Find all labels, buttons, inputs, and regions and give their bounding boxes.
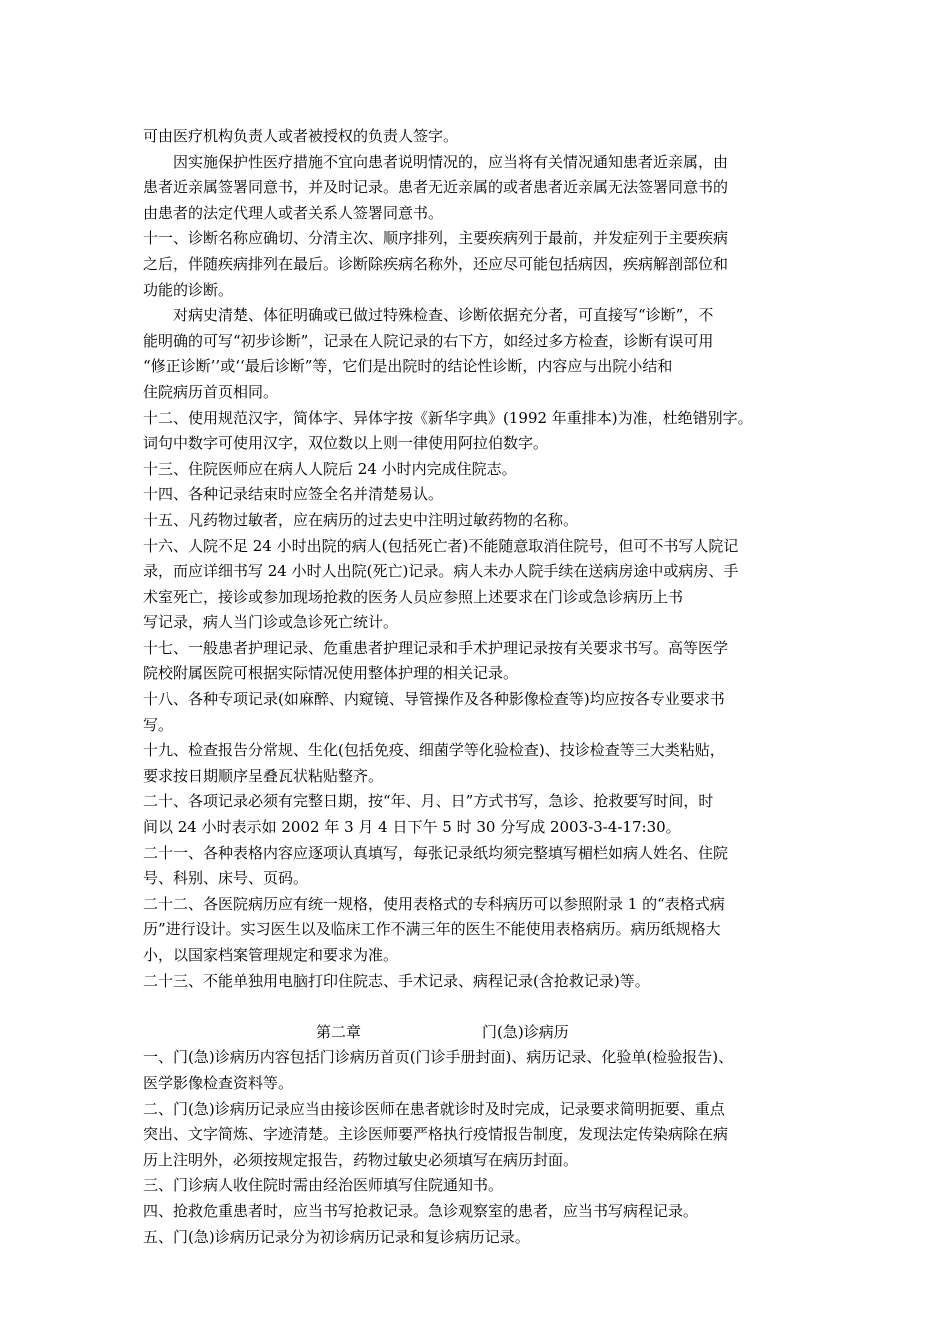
text-line: 写记录，病人当门诊或急诊死亡统计。 bbox=[143, 613, 399, 632]
text-line: 可由医疗机构负责人或者被授权的负责人签字。 bbox=[143, 127, 459, 145]
paragraph bbox=[143, 534, 823, 636]
text-line: 住院病历首页相同。 bbox=[143, 382, 279, 401]
text-line: 术室死亡，接诊或参加现场抢救的医务人员应参照上述要求在门诊或急诊病历上书 bbox=[143, 587, 684, 606]
chapter-number: 第二章 bbox=[316, 1022, 362, 1041]
paragraph bbox=[143, 150, 823, 227]
text-line: 十三、住院医师应在病人人院后 24 小时内完成住院志。 bbox=[143, 459, 517, 478]
text-line: 对病史清楚、体征明确或已做过特殊检查、诊断依据充分者，可直接写“诊断”，不 bbox=[173, 306, 714, 325]
paragraph bbox=[143, 841, 823, 892]
text-line: 功能的诊断。 bbox=[143, 280, 234, 299]
text-line: 医学影像检查资料等。 bbox=[143, 1073, 294, 1092]
text-line: 四、抢救危重患者时，应当书写抢救记录。急诊观察室的患者，应当书写病程记录。 bbox=[143, 1201, 699, 1220]
text-line: 二、门(急)诊病历记录应当由接诊医师在患者就诊时及时完成，记录要求简明扼要、重点 bbox=[143, 1099, 725, 1118]
text-line: “修正诊断’’或‘‘最后诊断”等，它们是出院时的结论性诊断，内容应与出院小结和 bbox=[143, 357, 673, 376]
text-line: 历”进行设计。实习医生以及临床工作不满三年的医生不能使用表格病历。病历纸规格大 bbox=[143, 920, 721, 939]
document-page bbox=[143, 124, 823, 1250]
text-line: 十四、各种记录结束时应签全名并清楚易认。 bbox=[143, 485, 444, 504]
text-line: 能明确的可写“初步诊断”，记录在人院记录的右下方，如经过多方检查，诊断有误可用 bbox=[143, 331, 714, 350]
paragraph bbox=[143, 482, 823, 508]
text-line: 十九、检查报告分常规、生化(包括免疫、细菌学等化验检查)、技诊检查等三大类粘贴， bbox=[143, 741, 725, 760]
text-line: 之后，伴随疾病排列在最后。诊断除疾病名称外，还应尽可能包括病因，疾病解剖部位和 bbox=[143, 254, 729, 273]
paragraph bbox=[143, 687, 823, 738]
text-line: 五、门(急)诊病历记录分为初诊病历记录和复诊病历记录。 bbox=[143, 1227, 530, 1246]
blank-line bbox=[143, 994, 823, 1020]
paragraph bbox=[143, 226, 823, 303]
paragraph bbox=[143, 457, 823, 483]
text-line: 历上注明外，必须按规定报告，药物过敏史必须填写在病历封面。 bbox=[143, 1150, 579, 1169]
text-line: 二十、各项记录必须有完整日期，按“年、月、日”方式书写，急诊、抢救要写时间，时 bbox=[143, 792, 714, 811]
text-line: 由患者的法定代理人或者关系人签署同意书。 bbox=[143, 203, 444, 222]
paragraph bbox=[143, 789, 823, 840]
paragraph bbox=[143, 1097, 823, 1174]
text-line: 突出、文字简炼、字迹清楚。主诊医师要严格执行疫情报告制度，发现法定传染病除在病 bbox=[143, 1125, 729, 1144]
paragraph bbox=[143, 892, 823, 969]
paragraph bbox=[143, 303, 823, 405]
text-line: 十五、凡药物过敏者，应在病历的过去史中注明过敏药物的名称。 bbox=[143, 510, 579, 529]
text-line: 词句中数字可使用汉字，双位数以上则一律使用阿拉伯数字。 bbox=[143, 434, 549, 453]
text-line: 十六、人院不足 24 小时出院的病人(包括死亡者)不能随意取消住院号，但可不书写人院记 bbox=[143, 536, 739, 555]
text-line: 要求按日期顺序呈叠瓦状粘贴整齐。 bbox=[143, 766, 384, 785]
text-line: 因实施保护性医疗措施不宜向患者说明情况的，应当将有关情况通知患者近亲属，由 bbox=[173, 152, 729, 171]
paragraph bbox=[143, 508, 823, 534]
paragraph bbox=[143, 738, 823, 789]
text-line: 小，以国家档案管理规定和要求为准。 bbox=[143, 946, 399, 964]
text-line: 间以 24 小时表示如 2002 年 3 月 4 日下午 5 时 30 分写成 2003-3-4-17:30。 bbox=[143, 818, 681, 837]
paragraph bbox=[143, 1045, 823, 1096]
chapter-title: 门(急)诊病历 bbox=[482, 1022, 569, 1041]
text-line: 十一、诊断名称应确切、分清主次、顺序排列，主要疾病列于最前，并发症列于主要疾病 bbox=[143, 229, 729, 248]
paragraph bbox=[143, 969, 823, 995]
text-line: 二十二、各医院病历应有统一规格，使用表格式的专科病历可以参照附录 1 的“表格式病 bbox=[143, 894, 725, 913]
text-line: 患者近亲属签署同意书，并及时记录。患者无近亲属的或者患者近亲属无法签署同意书的 bbox=[143, 178, 729, 197]
paragraph bbox=[143, 1225, 823, 1251]
chapter-heading bbox=[143, 1020, 823, 1046]
text-line: 三、门诊病人收住院时需由经治医师填写住院通知书。 bbox=[143, 1176, 504, 1195]
text-line: 写。 bbox=[143, 715, 174, 734]
text-line: 院校附属医院可根据实际情况使用整体护理的相关记录。 bbox=[143, 664, 519, 683]
text-line: 录，而应详细书写 24 小时人出院(死亡)记录。病人未办人院手续在送病房途中或病房、手 bbox=[143, 562, 739, 581]
paragraph bbox=[143, 1199, 823, 1225]
text-line: 一、门(急)诊病历内容包括门诊病历首页(门诊手册封面)、病历记录、化验单(检验报告)、 bbox=[143, 1048, 734, 1067]
text-line: 二十三、不能单独用电脑打印住院志、手术记录、病程记录(含抢救记录)等。 bbox=[143, 971, 650, 990]
text-line: 十二、使用规范汉字，简体字、异体字按《新华字典》(1992 年重排本)为准，杜绝错别字。 bbox=[143, 408, 753, 427]
text-line: 十七、一般患者护理记录、危重患者护理记录和手术护理记录按有关要求书写。高等医学 bbox=[143, 638, 729, 657]
text-line: 二十一、各种表格内容应逐项认真填写，每张记录纸均须完整填写楣栏如病人姓名、住院 bbox=[143, 843, 729, 862]
paragraph bbox=[143, 1173, 823, 1199]
paragraph bbox=[143, 124, 823, 150]
paragraph bbox=[143, 636, 823, 687]
paragraph bbox=[143, 406, 823, 457]
text-line: 十八、各种专项记录(如麻醉、内窥镜、导管操作及各种影像检查等)均应按各专业要求书 bbox=[143, 690, 725, 709]
text-line: 号、科别、床号、页码。 bbox=[143, 869, 309, 888]
